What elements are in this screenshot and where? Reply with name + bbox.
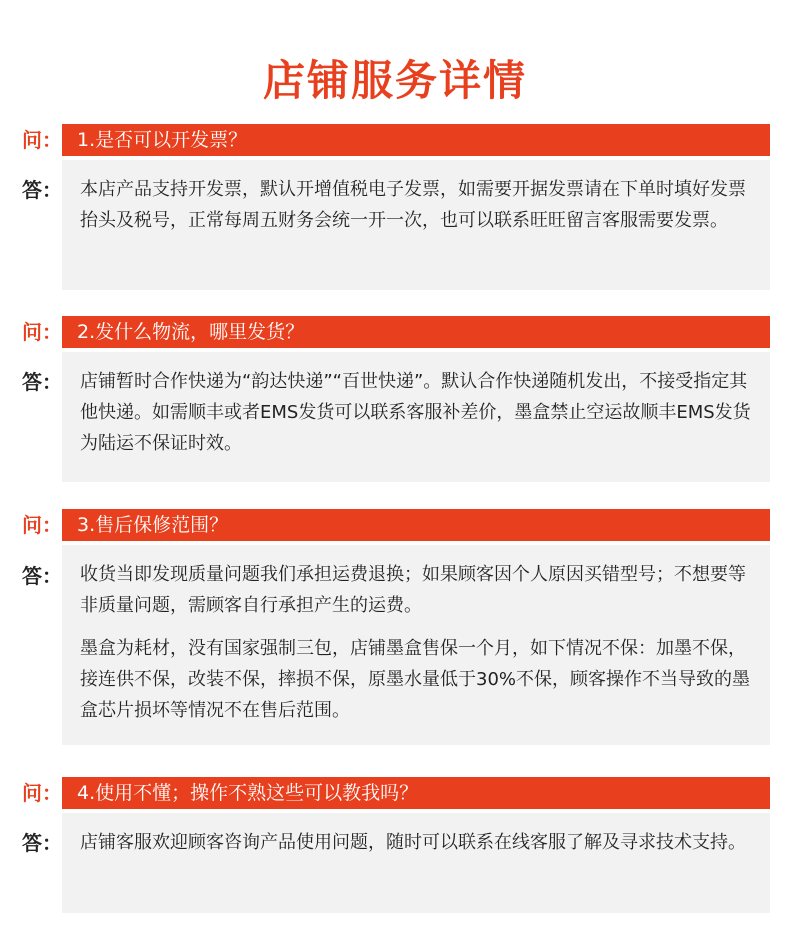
page-title: 店铺服务详情	[262, 56, 527, 105]
answer-1	[62, 160, 770, 290]
question-2: 2.发什么物流，哪里发货？	[62, 316, 770, 348]
answer-4	[62, 813, 770, 913]
question-1: 1.是否可以开发票？	[62, 124, 770, 156]
question-label: 问：	[22, 320, 62, 344]
answer-label: 答：	[22, 831, 62, 855]
answer-text: 店铺客服欢迎顾客咨询产品使用问题，随时可以联系在线客服了解及寻求技术支持。	[80, 832, 746, 853]
answer-2	[62, 352, 770, 482]
answer-text: 墨盒为耗材，没有国家强制三包，店铺墨盒售保一个月，如下情况不保：加墨不保，接连供不保，改装不保，摔损不保，原墨水量低于30%不保，顾客操作不当导致的墨盒芯片损坏等情况不在售后范围。	[80, 638, 751, 721]
question-4: 4.使用不懂；操作不熟这些可以教我吗？	[62, 777, 770, 809]
question-label: 问：	[22, 513, 62, 537]
answer-label: 答：	[22, 178, 62, 202]
answer-text: 收货当即发现质量问题我们承担运费退换；如果顾客因个人原因买错型号；不想要等非质量问题，需顾客自行承担产生的运费。	[80, 564, 746, 616]
question-3: 3.售后保修范围？	[62, 509, 770, 541]
question-label: 问：	[22, 128, 62, 152]
answer-3	[62, 545, 770, 745]
question-label: 问：	[22, 781, 62, 805]
answer-label: 答：	[22, 370, 62, 394]
answer-label: 答：	[22, 564, 62, 588]
answer-text: 本店产品支持开发票，默认开增值税电子发票，如需要开据发票请在下单时填好发票抬头及税号，正常每周五财务会统一开一次，也可以联系旺旺留言客服需要发票。	[80, 179, 746, 231]
answer-text: 店铺暂时合作快递为“韵达快递”“百世快递”。默认合作快递随机发出，不接受指定其他快递。如需顺丰或者EMS发货可以联系客服补差价，墨盒禁止空运故顺丰EMS发货为陆运不保证时效。	[80, 371, 751, 454]
